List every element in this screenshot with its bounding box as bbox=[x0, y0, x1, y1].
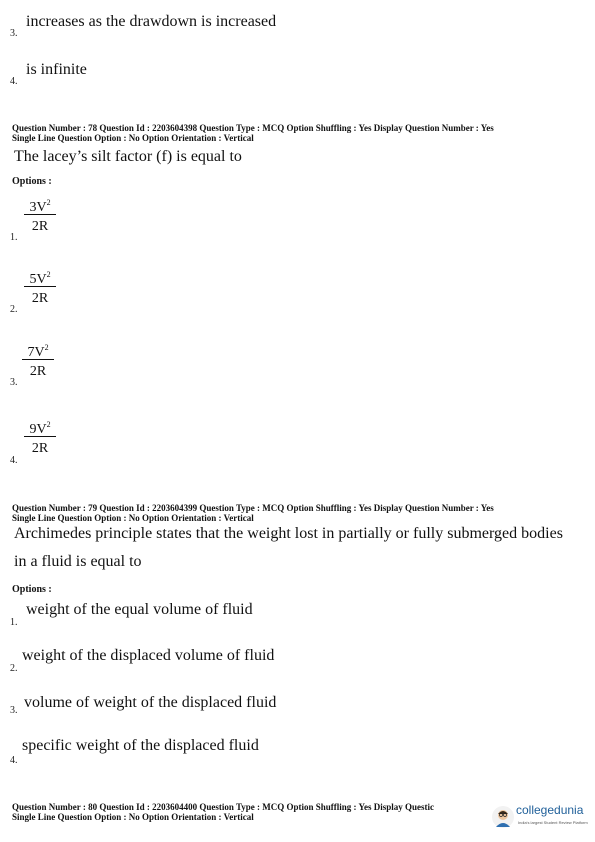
option-fraction bbox=[24, 194, 56, 236]
option-number: 1. bbox=[10, 617, 18, 628]
exponent: 2 bbox=[46, 420, 51, 429]
question-meta: Question Number : 80 Question Id : 2203604400 Question Type : MCQ Option Shuffling : Yes Display Questic Single Line Question Option : No Option Orientation : Vertical bbox=[12, 802, 434, 822]
student-avatar-icon bbox=[492, 806, 514, 828]
option-fraction bbox=[22, 339, 54, 381]
question-text: The lacey’s silt factor (f) is equal to bbox=[14, 148, 242, 165]
option-number: 2. bbox=[10, 663, 18, 674]
question-text-line: in a fluid is equal to bbox=[14, 553, 142, 570]
options-label: Options : bbox=[12, 584, 52, 595]
option-number: 3. bbox=[10, 28, 18, 39]
brand-tagline: India's largest Student Review Platform bbox=[518, 820, 588, 825]
option-text: is infinite bbox=[26, 61, 87, 78]
option-text: specific weight of the displaced fluid bbox=[22, 737, 259, 754]
option-number: 4. bbox=[10, 455, 18, 466]
question-meta: Question Number : 78 Question Id : 2203604398 Question Type : MCQ Option Shuffling : Yes Display Question Number : Yes Single Line Question Option : No Option Orientation : Vertical bbox=[12, 123, 494, 143]
brand-name: collegedunia bbox=[516, 803, 584, 817]
options-label: Options : bbox=[12, 176, 52, 187]
option-number: 1. bbox=[10, 232, 18, 243]
option-text: increases as the drawdown is increased bbox=[26, 13, 277, 30]
option-fraction bbox=[24, 266, 56, 308]
exponent: 2 bbox=[44, 343, 49, 352]
denominator: 2R bbox=[31, 291, 49, 306]
option-text: weight of the equal volume of fluid bbox=[26, 601, 253, 618]
numerator: 9V bbox=[29, 422, 47, 437]
numerator: 5V bbox=[29, 272, 47, 287]
exponent: 2 bbox=[46, 198, 51, 207]
numerator: 7V bbox=[27, 345, 45, 360]
option-fraction bbox=[24, 416, 56, 458]
numerator: 3V bbox=[29, 200, 47, 215]
option-number: 4. bbox=[10, 76, 18, 87]
exponent: 2 bbox=[46, 270, 51, 279]
option-number: 3. bbox=[10, 377, 18, 388]
denominator: 2R bbox=[31, 441, 49, 456]
option-number: 4. bbox=[10, 755, 18, 766]
option-text: weight of the displaced volume of fluid bbox=[22, 647, 275, 664]
option-number: 2. bbox=[10, 304, 18, 315]
question-meta: Question Number : 79 Question Id : 2203604399 Question Type : MCQ Option Shuffling : Yes Display Question Number : Yes Single Line Question Option : No Option Orientation : Vertical bbox=[12, 503, 494, 523]
denominator: 2R bbox=[31, 219, 49, 234]
option-text: volume of weight of the displaced fluid bbox=[24, 694, 277, 711]
denominator: 2R bbox=[29, 364, 47, 379]
question-text-line: Archimedes principle states that the weight lost in partially or fully submerged bodies bbox=[14, 525, 563, 542]
collegedunia-logo bbox=[492, 800, 592, 836]
option-number: 3. bbox=[10, 705, 18, 716]
